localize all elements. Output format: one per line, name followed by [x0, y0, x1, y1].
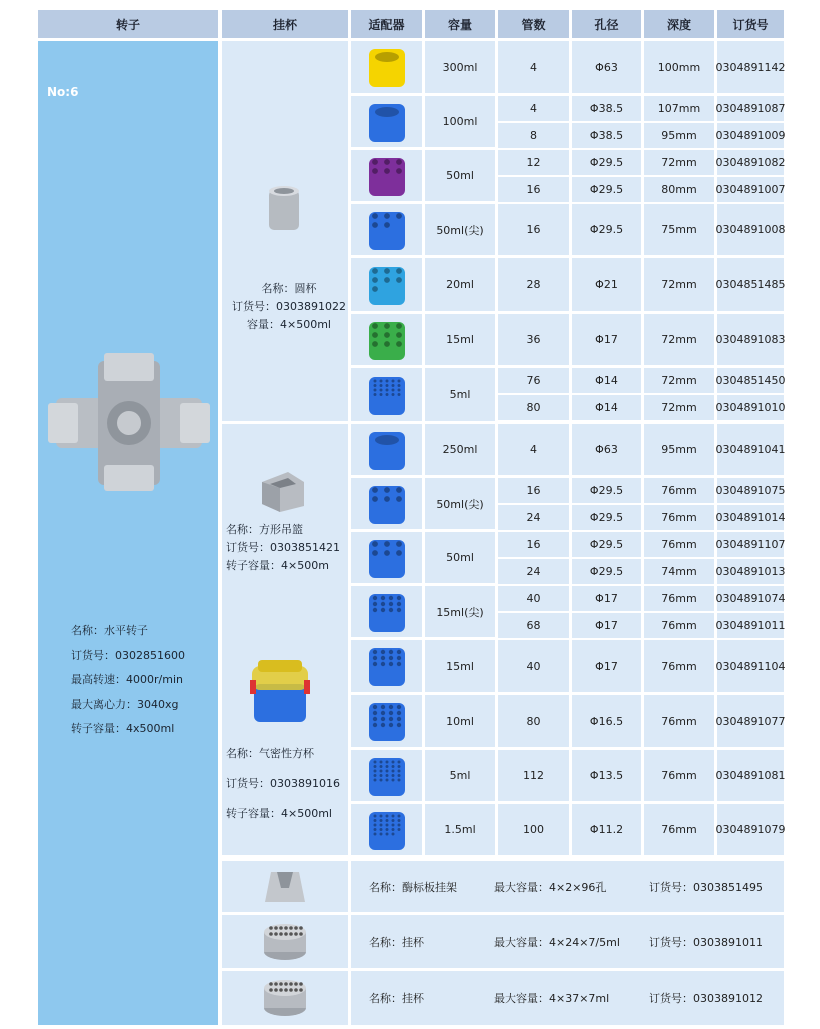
- depth-cell: 80mm: [644, 177, 714, 202]
- diameter-cell: Φ29.5: [572, 532, 641, 557]
- capacity-cell: 1.5ml: [425, 804, 495, 855]
- capacity-cell: 15ml: [425, 640, 495, 692]
- cup-info-0: [226, 280, 352, 334]
- order-cell: 0304891142: [717, 41, 784, 93]
- column-header-2: 适配器: [351, 10, 422, 38]
- depth-cell: 76mm: [644, 586, 714, 611]
- diameter-cell: Φ16.5: [572, 695, 641, 747]
- extra-info-row: [351, 915, 784, 968]
- adapter-icon: [367, 100, 407, 144]
- capacity-cell: 300ml: [425, 41, 495, 93]
- column-header-3: 容量: [425, 10, 495, 38]
- diameter-cell: Φ17: [572, 314, 641, 365]
- diameter-cell: Φ38.5: [572, 123, 641, 148]
- adapter-icon: [367, 263, 407, 307]
- cup-info-line: 转子容量：4×500ml: [226, 807, 332, 820]
- adapter-cell: [351, 41, 422, 93]
- spec-page: [38, 10, 784, 1025]
- round-cup-image: [266, 184, 302, 232]
- capacity-cell: 15ml: [425, 314, 495, 365]
- order-cell: 0304891104: [717, 640, 784, 692]
- adapter-cell: [351, 640, 422, 692]
- depth-cell: 76mm: [644, 695, 714, 747]
- column-header-6: 深度: [644, 10, 714, 38]
- adapter-cell: [351, 204, 422, 255]
- diameter-cell: Φ29.5: [572, 204, 641, 255]
- depth-cell: 75mm: [644, 204, 714, 255]
- adapter-icon: [367, 644, 407, 688]
- adapter-cell: [351, 96, 422, 147]
- tubes-cell: 16: [498, 204, 569, 255]
- extra-image-cell: [222, 971, 348, 1025]
- extra-order: 订货号：0303851495: [649, 880, 763, 894]
- diameter-cell: Φ29.5: [572, 478, 641, 503]
- tubes-cell: 40: [498, 586, 569, 611]
- column-header-5: 孔径: [572, 10, 641, 38]
- tubes-cell: 68: [498, 613, 569, 638]
- extra-capacity: 最大容量：4×2×96孔: [494, 880, 607, 894]
- diameter-cell: Φ13.5: [572, 750, 641, 801]
- square-basket-image: [258, 468, 308, 512]
- adapter-cell: [351, 695, 422, 747]
- rotor-number: No:6: [47, 85, 79, 99]
- extra-icon: [262, 922, 308, 962]
- diameter-cell: Φ17: [572, 586, 641, 611]
- capacity-cell: 100ml: [425, 96, 495, 147]
- extra-icon: [263, 866, 307, 908]
- tubes-cell: 28: [498, 258, 569, 311]
- depth-cell: 72mm: [644, 314, 714, 365]
- diameter-cell: Φ29.5: [572, 505, 641, 530]
- extra-order: 订货号：0303891011: [649, 935, 763, 949]
- capacity-cell: 5ml: [425, 750, 495, 801]
- depth-cell: 76mm: [644, 640, 714, 692]
- diameter-cell: Φ17: [572, 640, 641, 692]
- depth-cell: 76mm: [644, 505, 714, 530]
- tubes-cell: 100: [498, 804, 569, 855]
- capacity-cell: 5ml: [425, 368, 495, 421]
- adapter-icon: [367, 590, 407, 634]
- depth-cell: 72mm: [644, 258, 714, 311]
- order-cell: 0304891075: [717, 478, 784, 503]
- capacity-cell: 20ml: [425, 258, 495, 311]
- rotor-info-line: 名称：水平转子: [71, 624, 148, 637]
- extra-order: 订货号：0303891012: [649, 992, 763, 1005]
- cup-info-line: 名称：方形吊篮: [226, 523, 303, 536]
- order-cell: 0304891074: [717, 586, 784, 611]
- cup-info-line: 名称：气密性方杯: [226, 747, 314, 760]
- cup-info-line: 订货号：0303891016: [226, 777, 340, 790]
- adapter-cell: [351, 368, 422, 421]
- extra-info-row: [351, 861, 784, 912]
- adapter-cell: [351, 258, 422, 311]
- tubes-cell: 12: [498, 150, 569, 175]
- column-header-4: 管数: [498, 10, 569, 38]
- tubes-cell: 24: [498, 559, 569, 584]
- diameter-cell: Φ14: [572, 368, 641, 393]
- column-header-7: 订货号: [717, 10, 784, 38]
- tubes-cell: 24: [498, 505, 569, 530]
- extra-name: 名称：挂杯: [369, 935, 424, 949]
- capacity-cell: 50ml(尖): [425, 204, 495, 255]
- depth-cell: 107mm: [644, 96, 714, 121]
- diameter-cell: Φ29.5: [572, 177, 641, 202]
- tubes-cell: 4: [498, 96, 569, 121]
- adapter-icon: [367, 808, 407, 852]
- order-cell: 0304891011: [717, 613, 784, 638]
- diameter-cell: Φ29.5: [572, 559, 641, 584]
- order-cell: 0304891077: [717, 695, 784, 747]
- tubes-cell: 36: [498, 314, 569, 365]
- adapter-icon: [367, 208, 407, 252]
- diameter-cell: Φ17: [572, 613, 641, 638]
- depth-cell: 72mm: [644, 150, 714, 175]
- column-header-1: 挂杯: [222, 10, 348, 38]
- order-cell: 0304891107: [717, 532, 784, 557]
- tubes-cell: 4: [498, 424, 569, 475]
- tubes-cell: 16: [498, 532, 569, 557]
- tubes-cell: 16: [498, 177, 569, 202]
- cup-info-line: 订货号：0303851421: [226, 541, 340, 554]
- adapter-cell: [351, 804, 422, 855]
- diameter-cell: Φ21: [572, 258, 641, 311]
- diameter-cell: Φ14: [572, 395, 641, 420]
- diameter-cell: Φ63: [572, 41, 641, 93]
- adapter-cell: [351, 150, 422, 201]
- adapter-icon: [367, 536, 407, 580]
- adapter-icon: [367, 45, 407, 89]
- depth-cell: 76mm: [644, 613, 714, 638]
- extra-capacity: 最大容量：4×24×7/5ml: [494, 935, 620, 949]
- rotor-column: [38, 41, 218, 1025]
- rotor-info-line: 最高转速：4000r/min: [71, 673, 183, 686]
- order-cell: 0304891010: [717, 395, 784, 420]
- adapter-icon: [367, 754, 407, 798]
- cup-info-line: 名称：圆杯: [261, 282, 317, 295]
- adapter-icon: [367, 318, 407, 362]
- order-cell: 0304891009: [717, 123, 784, 148]
- depth-cell: 76mm: [644, 532, 714, 557]
- adapter-icon: [367, 699, 407, 743]
- rotor-info-line: 转子容量：4x500ml: [71, 722, 175, 735]
- adapter-cell: [351, 314, 422, 365]
- depth-cell: 76mm: [644, 804, 714, 855]
- extra-image-cell: [222, 915, 348, 968]
- extra-image-cell: [222, 861, 348, 912]
- adapter-cell: [351, 478, 422, 529]
- adapter-icon: [367, 154, 407, 198]
- depth-cell: 95mm: [644, 424, 714, 475]
- order-cell: 0304891008: [717, 204, 784, 255]
- order-cell: 0304891082: [717, 150, 784, 175]
- adapter-icon: [367, 373, 407, 417]
- order-cell: 0304891087: [717, 96, 784, 121]
- extra-name: 名称：酶标板挂架: [369, 880, 457, 894]
- tubes-cell: 16: [498, 478, 569, 503]
- depth-cell: 100mm: [644, 41, 714, 93]
- capacity-cell: 10ml: [425, 695, 495, 747]
- order-cell: 0304891013: [717, 559, 784, 584]
- sealed-square-cup-image: [248, 656, 312, 724]
- tubes-cell: 8: [498, 123, 569, 148]
- depth-cell: 95mm: [644, 123, 714, 148]
- capacity-cell: 50ml(尖): [425, 478, 495, 529]
- order-cell: 0304851450: [717, 368, 784, 393]
- tubes-cell: 80: [498, 395, 569, 420]
- order-cell: 0304891014: [717, 505, 784, 530]
- rotor-info-line: 最大离心力：3040xg: [71, 697, 179, 711]
- adapter-icon: [367, 428, 407, 472]
- order-cell: 0304891041: [717, 424, 784, 475]
- order-cell: 0304891083: [717, 314, 784, 365]
- extra-icon: [262, 978, 308, 1018]
- column-header-0: 转子: [38, 10, 218, 38]
- order-cell: 0304891081: [717, 750, 784, 801]
- rotor-image: [48, 353, 210, 493]
- adapter-cell: [351, 424, 422, 475]
- cup-info-line: 订货号：0303891022: [232, 300, 346, 313]
- diameter-cell: Φ11.2: [572, 804, 641, 855]
- diameter-cell: Φ29.5: [572, 150, 641, 175]
- depth-cell: 74mm: [644, 559, 714, 584]
- tubes-cell: 76: [498, 368, 569, 393]
- capacity-cell: 50ml: [425, 150, 495, 201]
- order-cell: 0304851485: [717, 258, 784, 311]
- extra-capacity: 最大容量：4×37×7ml: [494, 992, 610, 1005]
- depth-cell: 76mm: [644, 478, 714, 503]
- cup-info-2: [226, 739, 340, 829]
- rotor-info-line: 订货号：0302851600: [71, 648, 185, 662]
- tubes-cell: 80: [498, 695, 569, 747]
- capacity-cell: 15ml(尖): [425, 586, 495, 637]
- order-cell: 0304891079: [717, 804, 784, 855]
- capacity-cell: 250ml: [425, 424, 495, 475]
- tubes-cell: 4: [498, 41, 569, 93]
- depth-cell: 72mm: [644, 368, 714, 393]
- extra-info-row: [351, 971, 784, 1025]
- cup-info-line: 容量：4×500ml: [247, 318, 331, 331]
- adapter-cell: [351, 750, 422, 801]
- adapter-icon: [367, 482, 407, 526]
- diameter-cell: Φ38.5: [572, 96, 641, 121]
- order-cell: 0304891007: [717, 177, 784, 202]
- depth-cell: 72mm: [644, 395, 714, 420]
- capacity-cell: 50ml: [425, 532, 495, 583]
- cup-info-1: [226, 521, 340, 575]
- tubes-cell: 112: [498, 750, 569, 801]
- adapter-cell: [351, 586, 422, 637]
- extra-name: 名称：挂杯: [369, 992, 424, 1005]
- depth-cell: 76mm: [644, 750, 714, 801]
- diameter-cell: Φ63: [572, 424, 641, 475]
- adapter-cell: [351, 532, 422, 583]
- cup-info-line: 转子容量：4×500m: [226, 559, 329, 572]
- tubes-cell: 40: [498, 640, 569, 692]
